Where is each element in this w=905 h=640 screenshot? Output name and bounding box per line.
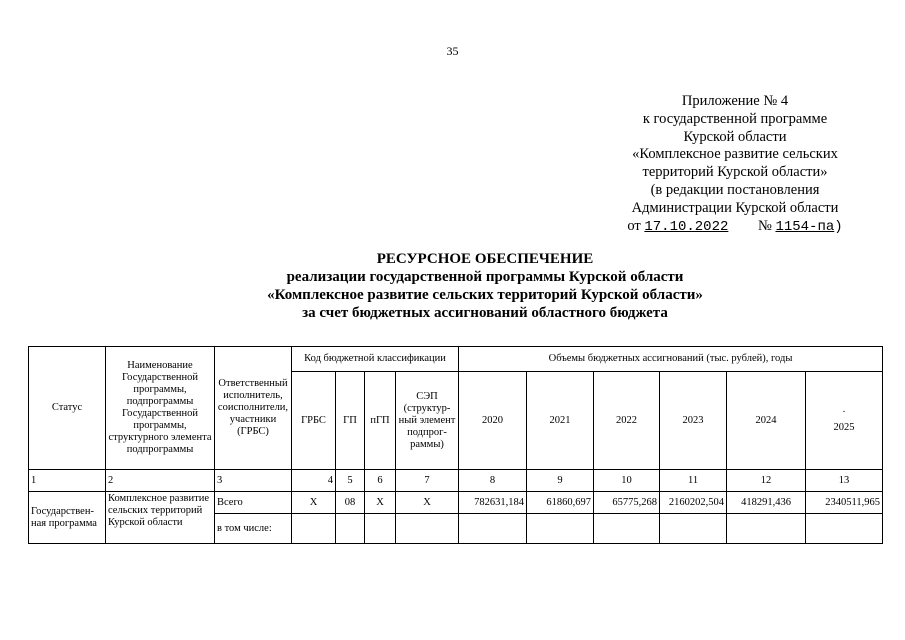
appendix-line: территорий Курской области» [642, 164, 828, 181]
status-cell: Государствен-ная программа [29, 492, 106, 544]
empty-cell [336, 514, 365, 544]
column-number: 13 [806, 470, 883, 492]
order-date: 17.10.2022 [644, 218, 729, 235]
appendix-line: «Комплексное развитие сельских [632, 146, 838, 163]
appendix-line: (в редакции постановления [650, 181, 820, 198]
header-status: Статус [29, 347, 106, 470]
budget-table [28, 346, 883, 544]
column-number: 2 [106, 470, 215, 492]
empty-cell [660, 514, 727, 544]
order-reference [590, 218, 880, 237]
column-number: 11 [660, 470, 727, 492]
appendix-line: Администрации Курской области [631, 199, 839, 216]
value-cell: 65775,268 [594, 492, 660, 514]
title-line: за счет бюджетных ассигнований областного бюджета [302, 305, 668, 321]
including-label: в том числе: [215, 514, 292, 544]
order-suffix: ) [834, 218, 843, 235]
title-line: «Комплексное развитие сельских территорий Курской области» [267, 287, 703, 303]
empty-cell [365, 514, 396, 544]
column-number: 6 [365, 470, 396, 492]
title-line: реализации государственной программы Курской области [286, 269, 684, 285]
empty-cell [594, 514, 660, 544]
header-budget-code: Код бюджетной классификации [292, 347, 459, 372]
header-pgp: пГП [365, 372, 396, 470]
empty-cell [459, 514, 527, 544]
grbs-cell: Х [292, 492, 336, 514]
order-prefix: от [627, 217, 641, 234]
column-number: 4 [292, 470, 336, 492]
value-cell: 2160202,504 [660, 492, 727, 514]
empty-cell [292, 514, 336, 544]
order-number-label: № [757, 217, 772, 234]
header-year: 2021 [527, 372, 594, 470]
column-number: 1 [29, 470, 106, 492]
column-number: 12 [727, 470, 806, 492]
header-row [29, 347, 883, 372]
empty-cell [396, 514, 459, 544]
header-name: Наименование Государственной программы, подпрограммы Государственной программы, структурного элемента подпрограммы [106, 347, 215, 470]
pgp-cell: Х [365, 492, 396, 514]
header-gp: ГП [336, 372, 365, 470]
title-line: РЕСУРСНОЕ ОБЕСПЕЧЕНИЕ [376, 251, 594, 267]
value-cell: 2340511,965 [806, 492, 883, 514]
header-volumes: Объемы бюджетных ассигнований (тыс. рублей), годы [459, 347, 883, 372]
header-responsible: Ответственный исполнитель, соисполнители, участники (ГРБС) [215, 347, 292, 470]
column-number: 3 [215, 470, 292, 492]
appendix-block [590, 93, 880, 236]
appendix-line: Курской области [683, 128, 787, 145]
header-year-2025 [806, 372, 883, 470]
header-year: 2023 [660, 372, 727, 470]
column-number-row [29, 470, 883, 492]
header-sep: СЭП (структур-ный элемент подпрог-раммы) [396, 372, 459, 470]
header-year: 2025 [833, 421, 855, 433]
column-number: 5 [336, 470, 365, 492]
value-cell: 61860,697 [527, 492, 594, 514]
order-number: 1154-па [775, 218, 835, 235]
table-row [29, 492, 883, 514]
gp-cell: 08 [336, 492, 365, 514]
header-year: 2020 [459, 372, 527, 470]
appendix-line: Приложение № 4 [681, 93, 789, 109]
document-title [180, 250, 790, 322]
header-year: 2022 [594, 372, 660, 470]
header-grbs: ГРБС [292, 372, 336, 470]
sep-cell: Х [396, 492, 459, 514]
column-number: 9 [527, 470, 594, 492]
column-number: 7 [396, 470, 459, 492]
total-label: Всего [215, 492, 292, 514]
program-name-cell: Комплексное развитие сельских территорий Курской области [106, 492, 215, 544]
empty-cell [727, 514, 806, 544]
empty-cell [527, 514, 594, 544]
dot-mark: · [842, 406, 846, 418]
value-cell: 418291,436 [727, 492, 806, 514]
column-number: 8 [459, 470, 527, 492]
page-number: 35 [446, 44, 459, 58]
column-number: 10 [594, 470, 660, 492]
header-year: 2024 [727, 372, 806, 470]
appendix-line: к государственной программе [642, 110, 828, 127]
value-cell: 782631,184 [459, 492, 527, 514]
empty-cell [806, 514, 883, 544]
